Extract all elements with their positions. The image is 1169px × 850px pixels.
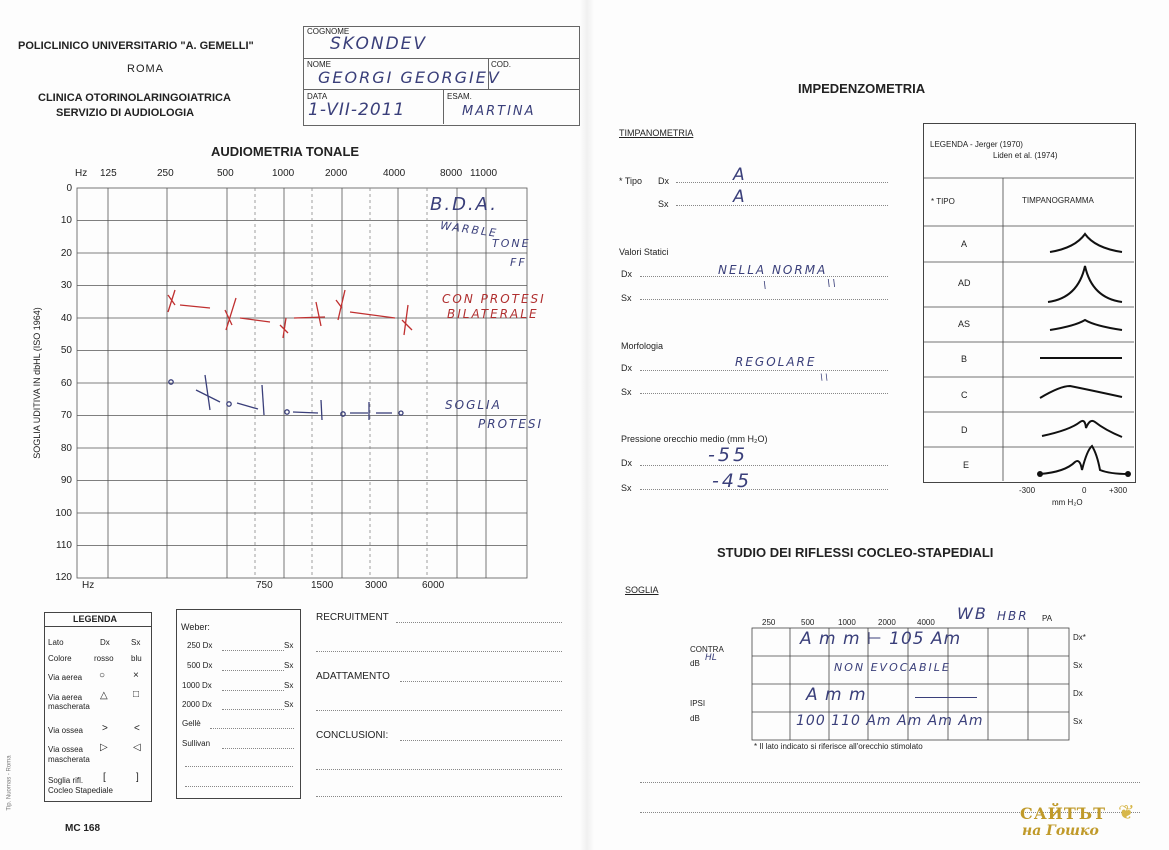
db-110: 110	[56, 540, 72, 551]
freq-750: 750	[256, 580, 273, 591]
pressure-axis-right: +300	[1109, 486, 1128, 495]
valori-sx-ditto-1: \	[763, 280, 769, 291]
freq-4000: 4000	[383, 168, 406, 179]
timpanometria-label: TIMPANOMETRIA	[619, 128, 694, 138]
note-protesi: PROTESI	[478, 417, 544, 431]
type-ad: AD	[958, 278, 971, 288]
legend-blu: blu	[131, 654, 142, 663]
type-c: C	[961, 390, 968, 400]
db-90: 90	[60, 475, 72, 486]
db-20: 20	[60, 248, 72, 259]
note-con-protesi: CON PROTESI	[442, 292, 546, 306]
reflex-freq-250: 250	[762, 618, 776, 627]
note-warble: WARBLE	[439, 219, 499, 240]
db-50: 50	[60, 345, 72, 356]
adattamento-label: ADATTAMENTO	[316, 671, 390, 682]
watermark-line-1: САЙТЪТ	[1020, 804, 1106, 823]
db-0: 0	[66, 183, 72, 194]
weber-500: 500 Dx	[187, 661, 213, 670]
jerger-ref-2: Liden et al. (1974)	[993, 151, 1058, 160]
valori-dx-label: Dx	[621, 269, 632, 279]
morfologia-label: Morfologia	[621, 341, 664, 351]
ipsi-dx-values: A m m	[806, 685, 867, 705]
reflex-dx-1: Dx*	[1073, 633, 1086, 642]
reflex-wb: WB	[957, 604, 988, 623]
tipo-sx-label: Sx	[658, 199, 669, 209]
circle-icon: ○	[99, 670, 106, 681]
freq-6000: 6000	[422, 580, 445, 591]
examiner-value: MARTINA	[462, 104, 536, 119]
freq-250: 250	[157, 168, 174, 179]
note-bilaterale: BILATERALE	[447, 307, 539, 321]
ipsi-label: IPSI	[690, 699, 706, 708]
reflex-hbr: HBR	[997, 609, 1029, 623]
triangle-left-icon: ◁	[133, 742, 141, 753]
contra-db-label: dB	[690, 659, 700, 668]
weber-sx-3: Sx	[284, 681, 294, 690]
impedance-title: IMPEDENZOMETRIA	[798, 81, 926, 96]
institution-name: POLICLINICO UNIVERSITARIO "A. GEMELLI"	[18, 40, 254, 52]
reflex-freq-500: 500	[801, 618, 815, 627]
freq-1000: 1000	[272, 168, 295, 179]
pressione-label: Pressione orecchio medio (mm H₂O)	[621, 434, 768, 444]
note-bda: B.D.A.	[430, 194, 499, 215]
db-70: 70	[60, 410, 72, 421]
reflex-freq-2000: 2000	[878, 618, 896, 627]
surname-label: COGNOME	[307, 27, 350, 36]
bracket-right-icon: ]	[136, 772, 139, 783]
tipo-sx-value: A	[733, 187, 747, 207]
db-10: 10	[60, 215, 72, 226]
legend-sx: Sx	[131, 638, 141, 647]
pressure-axis-zero: 0	[1082, 486, 1087, 495]
cross-icon: ×	[133, 670, 139, 681]
valori-dx-value: NELLA NORMA	[718, 263, 828, 277]
type-d: D	[961, 425, 968, 435]
bracket-left-icon: [	[103, 772, 106, 783]
reflex-title: STUDIO DEI RIFLESSI COCLEO-STAPEDIALI	[717, 545, 994, 560]
db-40: 40	[60, 313, 72, 324]
valori-statici-label: Valori Statici	[619, 247, 669, 257]
reflex-dx-2: Dx	[1073, 689, 1083, 698]
butterfly-icon: ❦	[1118, 802, 1135, 824]
weber-title: Weber:	[181, 622, 210, 632]
contra-label: CONTRA	[690, 645, 724, 654]
printer-credit: Tip. Nuomas - Roma	[6, 755, 13, 811]
valori-sx-label: Sx	[621, 293, 632, 303]
sullivan-label: Sullivan	[182, 739, 211, 748]
watermark-line-2: на Гошко	[1022, 823, 1099, 839]
legend-mascherata-1: mascherata	[48, 702, 90, 711]
legend-lato: Lato	[48, 638, 64, 647]
morf-sx-label: Sx	[621, 387, 632, 397]
triangle-icon: △	[100, 690, 108, 701]
freq-11000: 11000	[470, 168, 498, 179]
tipo-dx-value: A	[733, 165, 747, 185]
triangle-right-icon: ▷	[100, 742, 108, 753]
type-b: B	[961, 354, 968, 364]
audiometry-title: AUDIOMETRIA TONALE	[211, 144, 360, 159]
legend-title: LEGENDA	[73, 614, 118, 624]
legend-via-ossea: Via ossea	[48, 726, 83, 735]
freq-8000: 8000	[440, 168, 463, 179]
reflex-freq-1000: 1000	[838, 618, 856, 627]
less-than-icon: <	[134, 723, 140, 734]
legend-via-ossea-m: Via ossea	[48, 745, 83, 754]
press-sx-value: -45	[712, 470, 753, 492]
contra-hl-note: HL	[705, 653, 717, 663]
freq-1500: 1500	[311, 580, 334, 591]
reflex-freq-4000: 4000	[917, 618, 935, 627]
type-as: AS	[958, 319, 971, 329]
recruitment-label: RECRUITMENT	[316, 612, 389, 623]
timpanogramma-header: TIMPANOGRAMMA	[1022, 196, 1094, 205]
greater-than-icon: >	[102, 723, 108, 734]
db-120: 120	[55, 572, 72, 583]
legend-mascherata-2: mascherata	[48, 755, 90, 764]
ipsi-db-label: dB	[690, 714, 700, 723]
service-name: SERVIZIO DI AUDIOLOGIA	[56, 107, 195, 119]
db-60: 60	[60, 378, 72, 389]
institution-city: ROMA	[127, 63, 164, 75]
legend-cocleo: Cocleo Stapediale	[48, 786, 113, 795]
weber-1000: 1000 Dx	[182, 681, 212, 690]
contra-dx-values: A m m ⊢ 105 Am	[800, 629, 962, 649]
valori-sx-ditto-2: \\	[827, 278, 838, 289]
type-a: A	[961, 239, 968, 249]
form-code: MC 168	[65, 823, 101, 834]
gelle-label: Gellè	[182, 719, 201, 728]
exam-label: ESAM.	[447, 92, 472, 101]
legend-rosso: rosso	[94, 654, 114, 663]
db-30: 30	[60, 280, 72, 291]
reflex-sx-1: Sx	[1073, 661, 1083, 670]
date-label: DATA	[307, 92, 328, 101]
reflex-pa: PA	[1042, 614, 1053, 623]
pressure-axis-unit: mm H₂O	[1052, 498, 1083, 507]
name-label: NOME	[307, 60, 331, 69]
contra-sx-values: NON EVOCABILE	[834, 661, 951, 674]
press-dx-value: -55	[708, 444, 749, 466]
ipsi-sx-values: 100 110 Am Am Am Am	[796, 713, 984, 729]
freq-125: 125	[100, 168, 117, 179]
legend-via-aerea-m: Via aerea	[48, 693, 83, 702]
legend-soglia: Soglia rifl.	[48, 776, 84, 785]
note-ff: FF	[510, 256, 527, 269]
tipo-label: * Tipo	[619, 176, 643, 186]
cod-label: COD.	[491, 60, 511, 69]
freq-3000: 3000	[365, 580, 388, 591]
name-value: GEORGI GEORGIEV	[318, 68, 501, 87]
ipsi-dx-line	[915, 697, 977, 698]
clinic-name: CLINICA OTORINOLARINGOIATRICA	[38, 92, 231, 104]
y-axis-label: SOGLIA UDITIVA IN dbHL (ISO 1964)	[32, 307, 42, 459]
weber-sx-1: Sx	[284, 641, 294, 650]
square-icon: □	[133, 689, 140, 700]
reflex-footnote: * Il lato indicato si riferisce all'orecchio stimolato	[754, 742, 923, 751]
tipo-header: * TIPO	[931, 197, 955, 206]
weber-2000: 2000 Dx	[182, 700, 212, 709]
hz-label-top: Hz	[75, 168, 88, 179]
surname-value: SKONDEV	[330, 34, 428, 54]
freq-2000: 2000	[325, 168, 348, 179]
legend-via-aerea: Via aerea	[48, 673, 83, 682]
legend-dx: Dx	[100, 638, 110, 647]
type-e: E	[963, 460, 970, 470]
date-value: 1-VII-2011	[308, 100, 406, 120]
conclusioni-label: CONCLUSIONI:	[316, 730, 389, 741]
tipo-dx-label: Dx	[658, 176, 669, 186]
weber-sx-2: Sx	[284, 661, 294, 670]
note-soglia: SOGLIA	[445, 398, 502, 412]
legend-colore: Colore	[48, 654, 72, 663]
db-100: 100	[55, 508, 72, 519]
hz-label-bottom: Hz	[82, 580, 95, 591]
reflex-sx-2: Sx	[1073, 717, 1083, 726]
press-sx-label: Sx	[621, 483, 632, 493]
morf-dx-label: Dx	[621, 363, 632, 373]
db-80: 80	[60, 443, 72, 454]
morf-sx-value: \\	[820, 373, 831, 383]
morf-dx-value: REGOLARE	[735, 355, 817, 369]
press-dx-label: Dx	[621, 458, 632, 468]
note-tone: TONE	[492, 237, 531, 250]
soglia-label: SOGLIA	[625, 585, 659, 595]
weber-sx-4: Sx	[284, 700, 294, 709]
pressure-axis-left: -300	[1019, 486, 1036, 495]
freq-500: 500	[217, 168, 234, 179]
jerger-ref-1: LEGENDA - Jerger (1970)	[930, 140, 1023, 149]
weber-250: 250 Dx	[187, 641, 213, 650]
